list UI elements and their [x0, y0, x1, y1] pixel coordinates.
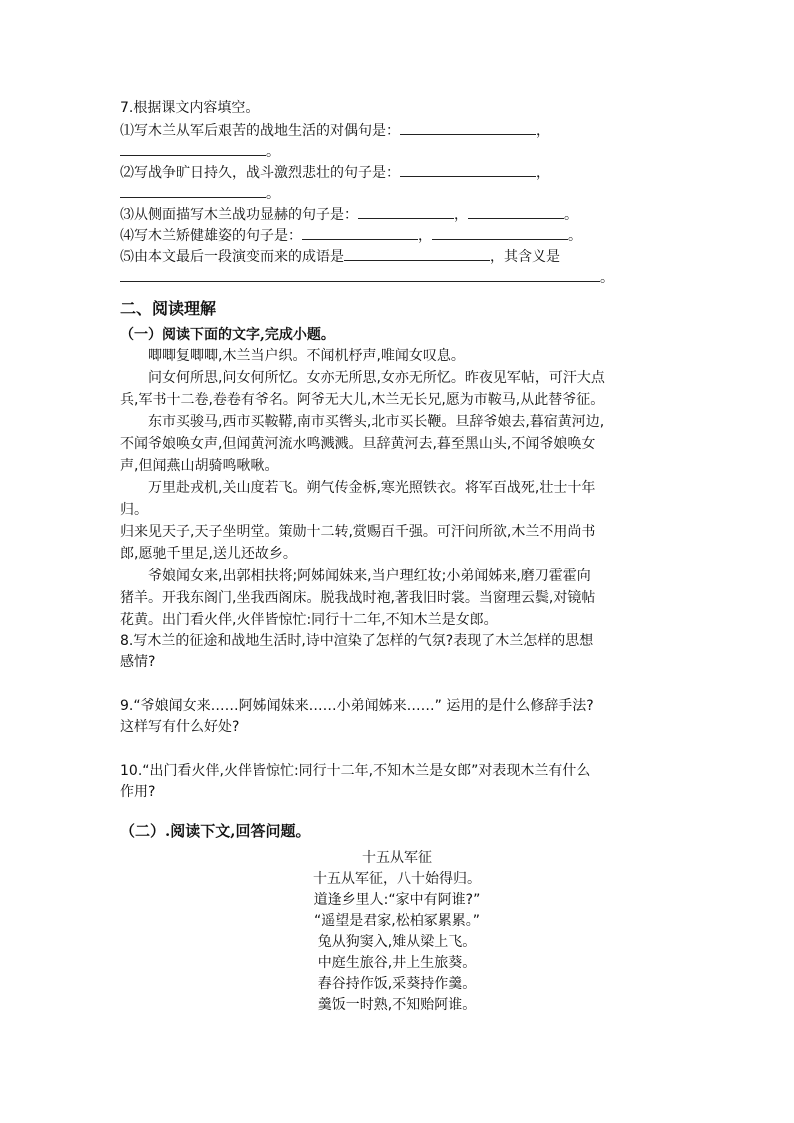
- q7-item-5-cont: [120, 267, 614, 288]
- part1-heading: （一）阅读下面的文字,完成小题。: [120, 327, 335, 343]
- q7-item-3-end: 。: [564, 207, 578, 223]
- q7-item-2-end: 。: [266, 186, 280, 202]
- q7-item-4-sep: ，: [418, 228, 432, 244]
- poem-line: 中庭生旅谷,井上生旅葵。: [317, 955, 477, 971]
- passage-line: 声,但闻燕山胡骑鸣啾啾。: [120, 458, 279, 474]
- q7-item-5: [120, 246, 560, 267]
- passage-line: 不闻爷娘唤女声,但闻黄河流水鸣溅溅。旦辞黄河去,暮至黑山头,不闻爷娘唤女: [120, 436, 596, 452]
- poem-line: 兔从狗窦入,雉从梁上飞。: [317, 934, 477, 950]
- q7-item-4: [120, 225, 582, 246]
- q7-item-1-end: 。: [266, 144, 280, 160]
- answer-blank[interactable]: [344, 246, 490, 261]
- poem-line: 道逢乡里人:“家中有阿谁?”: [313, 892, 481, 908]
- q7-item-5-mid: ，其含义是: [490, 249, 560, 265]
- passage-line: 爷娘闻女来,出郭相扶将;阿姊闻妹来,当户理红妆;小弟闻姊来,磨刀霍霍向: [148, 568, 591, 584]
- poem-title: 十五从军征: [362, 850, 432, 866]
- q7-item-1-cont: [120, 141, 280, 162]
- answer-blank[interactable]: [432, 225, 568, 240]
- passage-line: 郎,愿驰千里足,送儿还故乡。: [120, 546, 297, 562]
- passage-line: 花黄。出门看火伴,火伴皆惊忙:同行十二年,不知木兰是女郎。: [120, 612, 498, 628]
- poem-line: “遥望是君家,松柏冢累累。”: [314, 913, 480, 929]
- q7-title: 7.根据课文内容填空。: [120, 100, 260, 116]
- q7-item-2-text: ⑵写战争旷日持久，战斗激烈悲壮的句子是：: [120, 165, 400, 181]
- q7-item-2: [120, 162, 550, 183]
- answer-blank[interactable]: [468, 204, 564, 219]
- answer-blank[interactable]: [120, 141, 266, 156]
- q7-item-1-text: ⑴写木兰从军后艰苦的战地生活的对偶句是：: [120, 123, 400, 139]
- passage-line: 东市买骏马,西市买鞍鞯,南市买辔头,北市买长鞭。旦辞爷娘去,暮宿黄河边,: [148, 414, 605, 430]
- poem-line: 舂谷持作饭,采葵持作羹。: [317, 976, 477, 992]
- passage-line: 兵,军书十二卷,卷卷有爷名。阿爷无大儿,木兰无长兄,愿为市鞍马,从此替爷征。: [120, 392, 605, 408]
- q7-item-2-cont: [120, 183, 280, 204]
- q9-line-2: 这样写有什么好处?: [120, 719, 240, 735]
- poem-line: 十五从军征，八十始得归。: [313, 871, 481, 887]
- answer-blank[interactable]: [358, 204, 454, 219]
- answer-blank[interactable]: [120, 183, 266, 198]
- q7-item-1: [120, 120, 550, 141]
- q7-item-1-sep: ，: [536, 123, 550, 139]
- section-title: 二、阅读理解: [120, 299, 217, 318]
- q7-item-3: [120, 204, 578, 225]
- passage-line: 猪羊。开我东阁门,坐我西阁床。脱我战时袍,著我旧时裳。当窗理云鬓,对镜帖: [120, 590, 596, 606]
- q7-item-3-sep: ，: [454, 207, 468, 223]
- passage-line: 归。: [120, 502, 148, 518]
- poem-line: 羹饭一时熟,不知贻阿谁。: [317, 997, 477, 1013]
- answer-blank[interactable]: [400, 162, 536, 177]
- q7-item-5-end: 。: [600, 270, 614, 286]
- q8-line-1: 8.写木兰的征途和战地生活时,诗中渲染了怎样的气氛?表现了木兰怎样的思想: [120, 633, 594, 649]
- answer-blank[interactable]: [302, 225, 418, 240]
- passage-line: 万里赴戎机,关山度若飞。朔气传金柝,寒光照铁衣。将军百战死,壮士十年: [148, 480, 596, 496]
- answer-blank[interactable]: [400, 120, 536, 135]
- part2-heading: （二）.阅读下文,回答问题。: [120, 822, 311, 840]
- q7-item-3-text: ⑶从侧面描写木兰战功显赫的句子是：: [120, 207, 358, 223]
- passage-line: 唧唧复唧唧,木兰当户织。不闻机杼声,唯闻女叹息。: [148, 348, 465, 364]
- passage-line: 问女何所思,问女何所忆。女亦无所思,女亦无所忆。昨夜见军帖，可汗大点: [148, 370, 605, 386]
- q7-item-5-text: ⑸由本文最后一段演变而来的成语是: [120, 249, 344, 265]
- answer-blank[interactable]: [120, 267, 600, 282]
- q9-line-1: 9.“爷娘闻女来……阿姊闻妹来……小弟闻姊来……” 运用的是什么修辞手法?: [120, 698, 594, 714]
- q10-line-1: 10.“出门看火伴,火伴皆惊忙:同行十二年,不知木兰是女郎”对表现木兰有什么: [120, 763, 591, 779]
- q8-line-2: 感情?: [120, 654, 156, 670]
- q7-item-4-end: 。: [568, 228, 582, 244]
- q7-item-2-sep: ，: [536, 165, 550, 181]
- passage-line: 归来见天子,天子坐明堂。策勋十二转,赏赐百千强。可汗问所欲,木兰不用尚书: [120, 524, 596, 540]
- q7-item-4-text: ⑷写木兰矫健雄姿的句子是：: [120, 228, 302, 244]
- q10-line-2: 作用?: [120, 784, 156, 800]
